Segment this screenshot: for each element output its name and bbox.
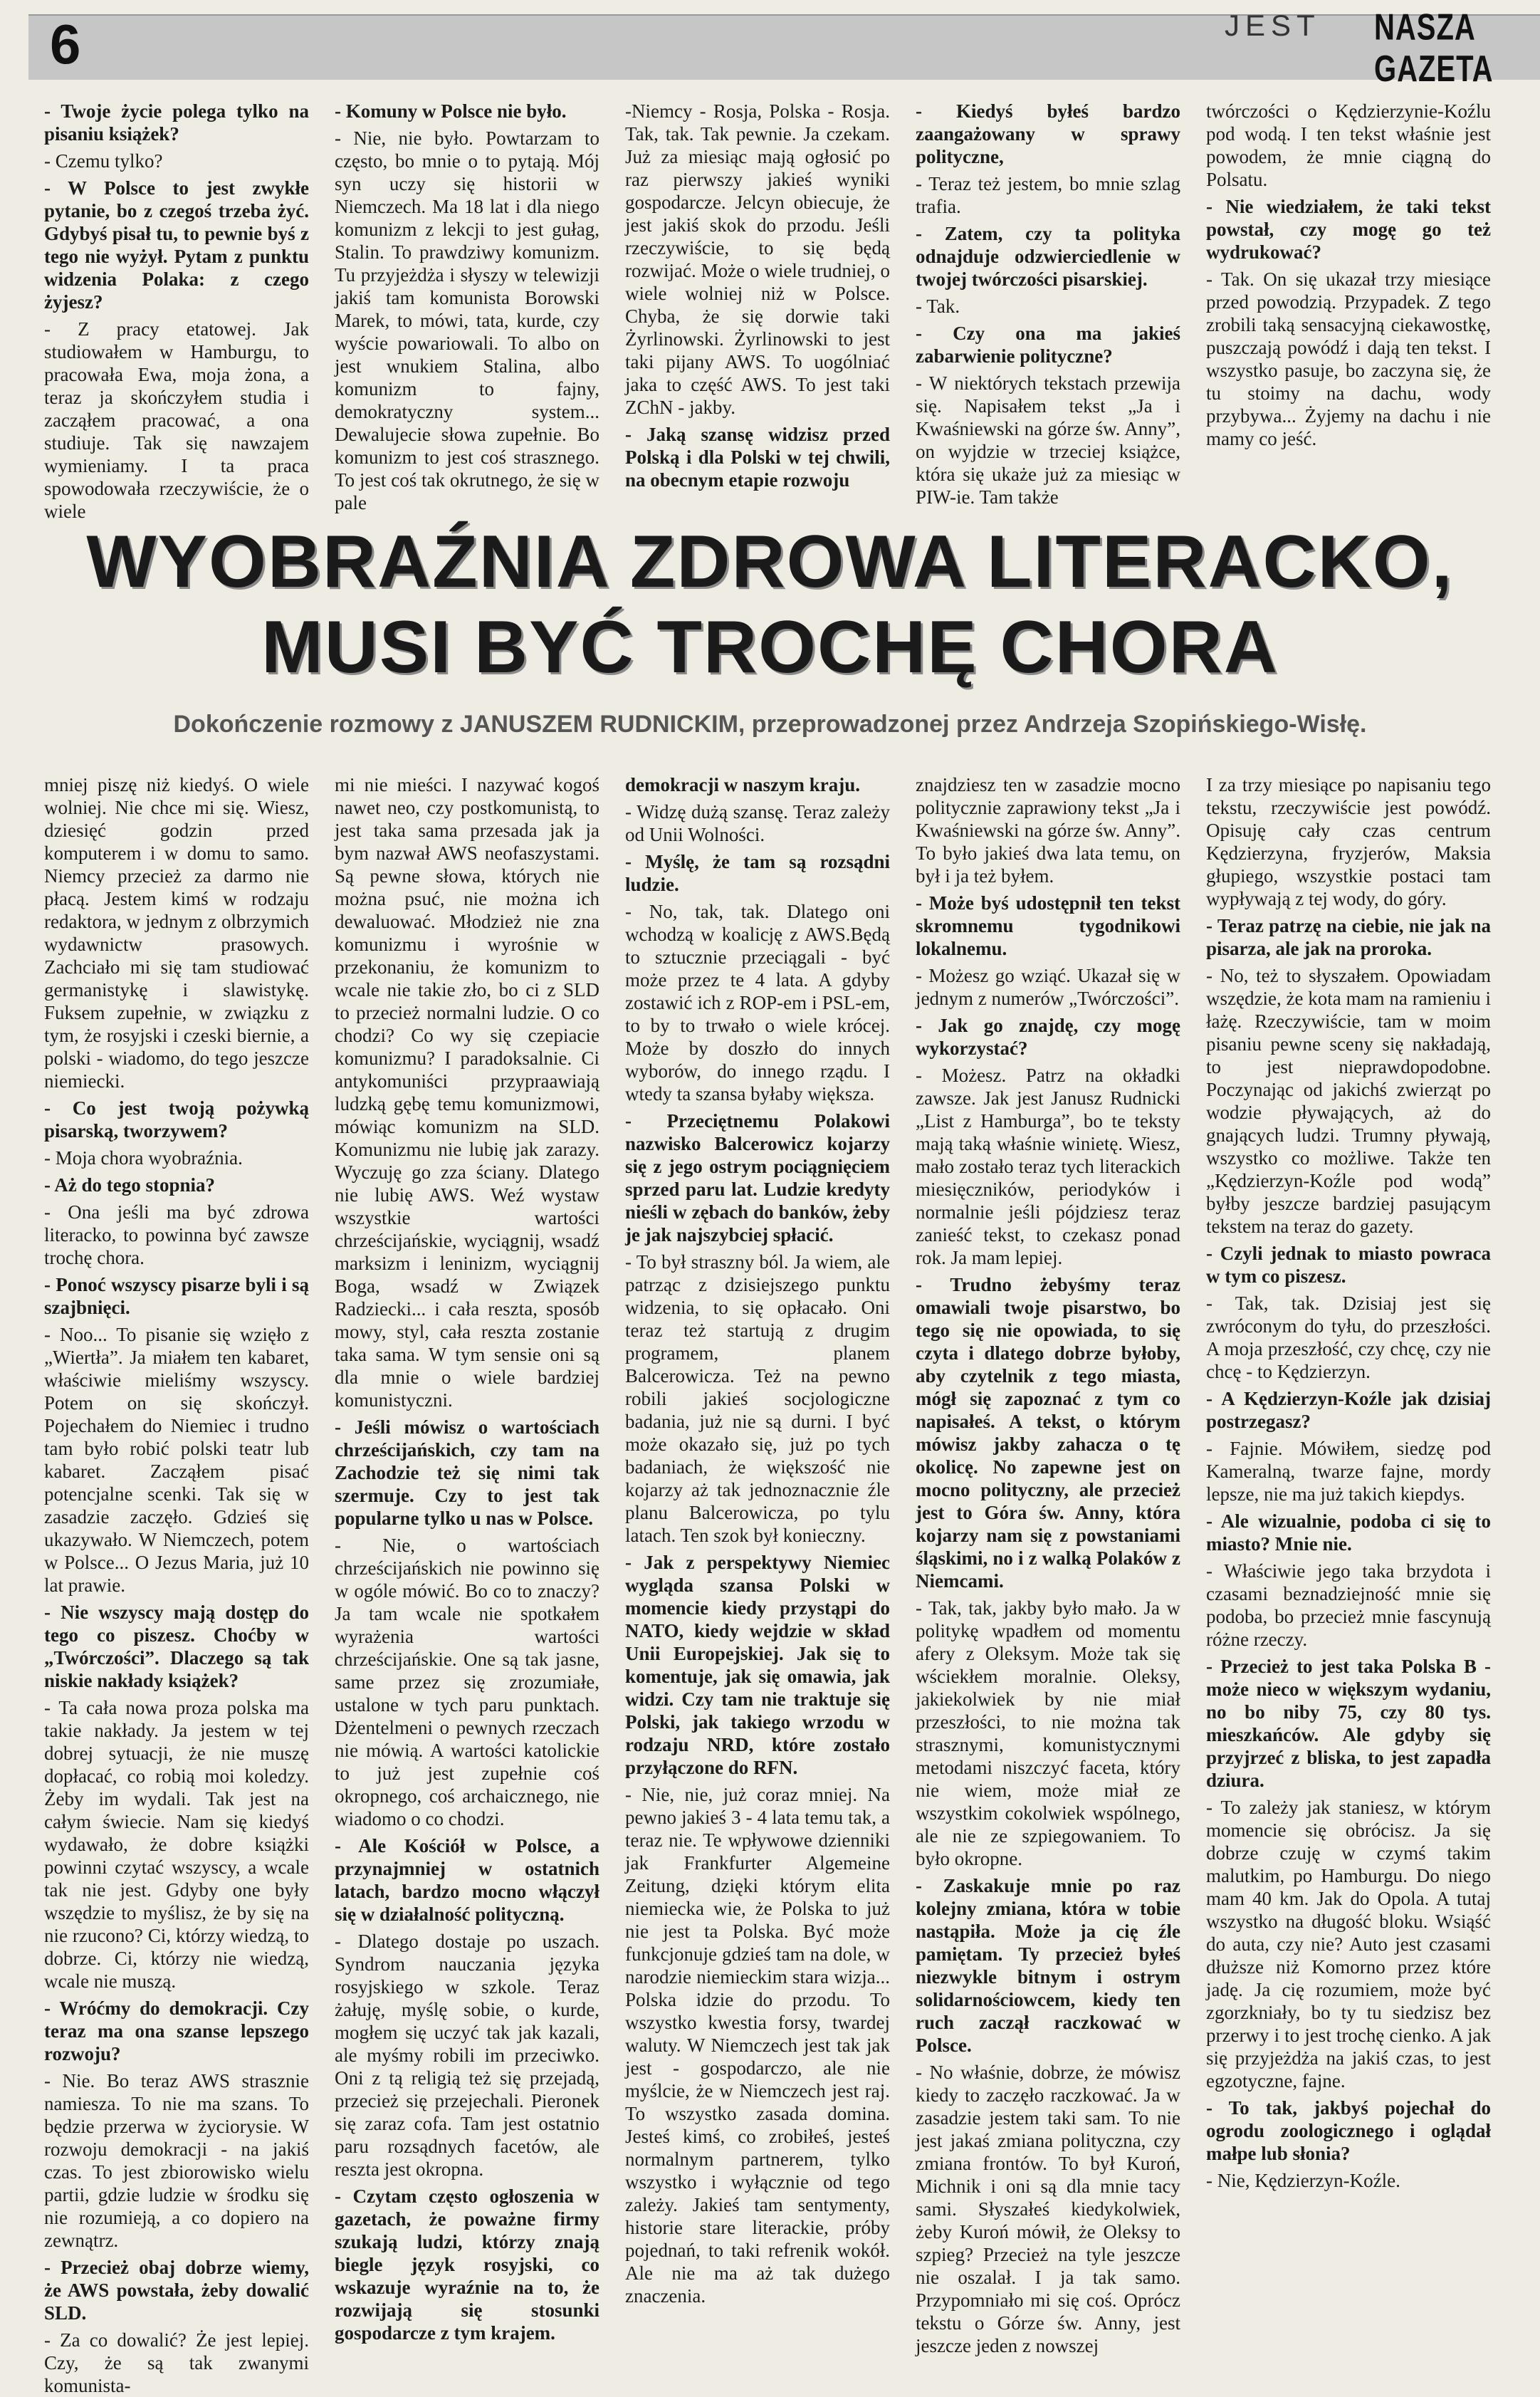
interview-answer: - Moja chora wyobraźnia.: [44, 1147, 243, 1169]
interview-answer: - Dlatego dostaje po uszach. Syndrom nauczania języka rosyjskiego w szkole. Teraz żałuję, myślę sobie, o kurde, mogłem się uczyć tak jak kazali, ale myśmy robili im przeciwko. Oni z tą religią też się przejadą, przecież się przejechali. Pieronek się zaraz cofa. Tam jest ostatnio paru rozsądnych facetów, ale reszta jest okropna.: [335, 1931, 599, 2180]
interview-question: - Co jest twoją pożywką pisarską, tworzywem?: [44, 1097, 309, 1142]
interview-question: - Czytam często ogłoszenia w gazetach, że poważne firmy szukają ludzi, którzy znają biegle język rosyjski, co wskazuje wyraźnie na to, że rozwijają się stosunki gospodarcze z tym krajem.: [335, 2186, 599, 2344]
top-column-3: [625, 100, 890, 491]
interview-answer: - Fajnie. Mówiłem, siedzę pod Kameralną, twarze fajne, mordy lepsze, nie ma już takich kiepdys.: [1206, 1438, 1491, 1505]
interview-answer: - Czemu tylko?: [44, 150, 163, 172]
interview-answer: - Noo... To pisanie się wzięło z „Wiertła”. Ja miałem ten kabaret, właściwie mieliśmy wszyscy. Potem on się skończył. Pojechałem do Niemiec i trudno tam było robić polski teatr lub kabaret. Zacząłem pisać potencjalne scenki. Tak się w zasadzie zaczęło. Gdzieś się ukazywało. W Niemczech, potem w Polsce... O Jezus Maria, już 10 lat prawie.: [44, 1324, 309, 1596]
interview-answer: - W niektórych tekstach przewija się. Napisałem tekst „Ja i Kwaśniewski na górze św. Anny”, on wyjdzie w trzeciej książce, która się ukaże już za miesiąc w PIW-ie. Tam także: [916, 372, 1180, 508]
interview-question: - Czyli jednak to miasto powraca w tym co piszesz.: [1206, 1243, 1491, 1287]
interview-question: - Może byś udostępnił ten tekst skromnemu tygodnikowi lokalnemu.: [916, 892, 1180, 959]
interview-answer: - No właśnie, dobrze, że mówisz kiedy to zaczęło raczkować. Ja w zasadzie jestem taki sam. To nie jest jakaś zmiana polityczna, czy zmiana frontów. To był Kuroń, Michnik i oni są dla mnie tacy sami. Słyszałeś kiedykolwiek, żeby Kuroń mówił, że Oleksy to szpieg? Przecież na tyle jeszcze nie oszalał. I ja tak samo. Przypomniało mi się coś. Oprócz tekstu o Górze św. Anny, jest jeszcze jeden z nowszej: [916, 2062, 1180, 2356]
interview-question: - To tak, jakbyś pojechał do ogrodu zoologicznego i oglądał małpe lub słonia?: [1206, 2097, 1491, 2164]
interview-answer: - Nie, nie, już coraz mniej. Na pewno jakieś 3 - 4 lata temu tak, a teraz nie. Te wpływowe dzienniki jak Frankfurter Algemeine Zeitung, dzięki którym elita niemiecka wie, że Polska to już nie jest ta Polska. Być może funkcjonuje gdzieś tam na dole, w narodzie niemieckim stara wizja... Polska idzie do przodu. To wszystko kwestia forsy, twardej waluty. W Niemczech jest tak jak jest - gospodarczo, ale nie myślcie, że w Niemczech jest raj. To wszystko zasada domina. Jesteś kimś, co zrobiłeś, jesteś normalnym partnerem, tylko wszystko i wyłącznie od tego zależy. Jakieś tam sentymenty, historie stare literackie, próby pojednań, to taki refrenik wokół. Ale nie ma aż tak dużego znaczenia.: [625, 1784, 890, 2307]
bottom-column-5: [1206, 773, 1491, 2312]
interview-answer: mi nie mieści. I nazywać kogoś nawet neo, czy postkomunistą, to jest taka sama przesada jak ja bym nazwał AWS neofaszystami. Są pewne słowa, których nie można psuć, nie można ich dewaluować. Młodzież nie zna komunizmu i wyrośnie w przekonaniu, że komunizm to wcale nie takie zło, bo ci z SLD to przecież normalni ludzie. O co chodzi? Co wy się czepiacie komunizmu? I paradoksalnie. Ci antykomuniści przypraawiają ludzką gębę temu komunizmowi, mówiąc komunizm na SLD. Komunizmu nie lubię jak zarazy. Wyczuję go zza ściany. Dlatego nie lubię AWS. Weź wystaw wszystkie wartości chrześcijańskie, wyciągnij, wsadź marksizm i leninizm, wyciągnij Boga, wsadź w Związek Radziecki... i cała reszta, sposób mowy, styl, cała reszta zostanie taka sama. W tym sensie oni są dla mnie o wiele bardziej komunistyczni.: [335, 774, 599, 1411]
interview-question: - Myślę, że tam są rozsądni ludzie.: [625, 851, 890, 895]
interview-answer: twórczości o Kędzierzynie-Koźlu pod wodą. I ten tekst właśnie jest powodem, że mnie ciągną do Polsatu.: [1206, 100, 1491, 190]
interview-answer: - Tak, tak, jakby było mało. Ja w politykę wpadłem od momentu afery z Oleksym. Może tak się wściekłem moralnie. Oleksy, jakiekolwiek by nie miał przeszłości, to nie można tak strasznymi, komunistycznymi metodami niszczyć faceta, który nie wiem, może miał ze wszystkim cokolwiek wspólnego, ale nie ze szpiegowaniem. To było okropne.: [916, 1597, 1180, 1869]
interview-question: - Wróćmy do demokracji. Czy teraz ma ona szanse lepszego rozwoju?: [44, 1998, 309, 2064]
bottom-column-1: [44, 773, 309, 2396]
headline-line-1: WYOBRAŹNIA ZDROWA LITERACKO,: [86, 521, 1454, 603]
interview-answer: - Tak, tak. Dzisiaj jest się zwróconym do tyłu, do przeszłości. A moja przeszłość, czy chcę, czy nie chcę - to Kędzierzyn.: [1206, 1292, 1491, 1382]
interview-answer: - No, też to słyszałem. Opowiadam wszędzie, że kota mam na ramieniu i łażę. Rzeczywiście, tam w moim pisaniu pewne sceny się nakładają, to jest nieprawdopodobne. Poczynając od jakichś zwierząt po wodzie pływających, aż do gnających ludzi. Trumny pływają, wszystko co możliwe. Także ten „Kędzierzyn-Koźle pod wodą” byłby jeszcze bardziej pasującym tekstem na teraz do gazety.: [1206, 965, 1491, 1237]
subheadline: Dokończenie rozmowy z JANUSZEM RUDNICKIM, przeprowadzonej przez Andrzeja Szopińskiego-Wisłę.: [173, 711, 1367, 738]
interview-question: demokracji w naszym kraju.: [625, 774, 860, 795]
interview-answer: mniej piszę niż kiedyś. O wiele wolniej. Nie chce mi się. Wiesz, dziesięć godzin przed komputerem i w domu to samo. Niemcy przecież za darmo nie płacą. Jestem kimś w rodzaju redaktora, w jednym z olbrzymich wydawnictw prasowych. Zachciało mi się tam studiować germanistykę i slawistykę. Fuksem zupełnie, w związku z tym, że rosyjski i czeski biernie, a polski - wiadomo, do tego jeszcze niemiecki.: [44, 774, 309, 1092]
top-column-4: [916, 100, 1180, 508]
interview-question: - Jak go znajdę, czy mogę wykorzystać?: [916, 1015, 1180, 1059]
interview-answer: - Nie. Bo teraz AWS strasznie namiesza. To nie ma szans. To będzie przerwa w życiorysie. W rozwoju demokracji - na jakiś czas. To jest zbiorowisko wielu partii, gdzie ludzie w środku się nie rozumieją, a co dopiero na zewnątrz.: [44, 2070, 309, 2251]
masthead-logo: NASZA GAZETA: [1374, 7, 1494, 90]
interview-question: - Zaskakuje mnie po raz kolejny zmiana, która w tobie nastąpiła. Może ja cię źle pamiętam. Ty przecież byłeś niezwykle bitnym i ostrym solidarnościowcem, kiedy ten ruch zaczął raczkować w Polsce.: [916, 1875, 1180, 2056]
interview-question: - A Kędzierzyn-Koźle jak dzisiaj postrzegasz?: [1206, 1388, 1491, 1432]
interview-question: - Twoje życie polega tylko na pisaniu książek?: [44, 100, 309, 145]
interview-answer: - Nie, nie było. Powtarzam to często, bo mnie o to pytają. Mój syn uczy się historii w Niemczech. Ma 18 lat i dla niego komunizm z lekcji to jest gułag, Stalin. To prawdziwy komunizm. Tu przyjeżdża i słyszy w telewizji jakiś tam komunista Borowski Marek, to mówi, tata, kurde, czy wyście powariowali. To albo on jest wnukiem Stalina, albo komunizm to fajny, demokratyczny system... Dewalujecie słowa zupełnie. Bo komunizm to jest coś strasznego. To jest coś tak okrutnego, że się w pale: [335, 127, 599, 513]
interview-answer: - Możesz go wziąć. Ukazał się w jednym z numerów „Twórczości”.: [916, 965, 1180, 1009]
interview-question: - Przecież to jest taka Polska B - może nieco w większym wydaniu, no bo niby 75, czy 80 tys. mieszkańców. Ale gdyby się przyjrzeć z bliska, to jest zapadła dziura.: [1206, 1656, 1491, 1791]
interview-answer: I za trzy miesiące po napisaniu tego tekstu, rzeczywiście jest powódź. Opisuję cały czas centrum Kędzierzyna, fryzjerów, Maksia głupiego, wszystkie postaci tam wypływają z tej wody, do góry.: [1206, 774, 1491, 909]
bottom-column-2: [335, 773, 599, 2344]
interview-answer: - Ona jeśli ma być zdrowa literacko, to powinna być zawsze trochę chora.: [44, 1201, 309, 1268]
interview-answer: - Za co dowalić? Że jest lepiej. Czy, że są tak zwanymi komunista-: [44, 2329, 309, 2396]
interview-question: - Przecież obaj dobrze wiemy, że AWS powstała, żeby dowalić SLD.: [44, 2257, 309, 2324]
top-column-1: [44, 100, 309, 522]
interview-question: - Aż do tego stopnia?: [44, 1174, 216, 1196]
page-number: 6: [50, 13, 81, 75]
headline-line-2: MUSI BYĆ TROCHĘ CHORA: [261, 606, 1279, 689]
interview-answer: - Właściwie jego taka brzydota i czasami beznadziejność mnie się podoba, bo przecież mnie fascynują różne rzeczy.: [1206, 1560, 1491, 1650]
interview-question: - Komuny w Polsce nie było.: [335, 100, 567, 122]
interview-answer: - Teraz też jestem, bo mnie szlag trafia.: [916, 173, 1180, 217]
interview-answer: - Nie, Kędzierzyn-Koźle.: [1206, 2170, 1400, 2191]
interview-question: - Jak z perspektywy Niemiec wygląda szansa Polski w momencie kiedy przystąpi do NATO, kiedy wejdzie w skład Unii Europejskiej. Jak się to komentuje, jak się omawia, jak widzi. Czy tam nie traktuje się Polski, jak takiego wrzodu w rodzaju NRD, które zostało przyłączone do RFN.: [625, 1552, 890, 1778]
interview-answer: - Widzę dużą szansę. Teraz zależy od Unii Wolności.: [625, 801, 890, 845]
interview-question: - Ponoć wszyscy pisarze byli i są szajbnięci.: [44, 1274, 309, 1318]
interview-answer: - Ta cała nowa proza polska ma takie nakłady. Ja jestem w tej dobrej sytuacji, że nie muszę dopłacać, co robią moi koledzy. Żeby im wydali. Tak jest na całym świecie. Nam się kiedyś wydawało, że dobre książki powinni czytać wszyscy, a wcale tak nie jest. Gdyby one były wszędzie to myślisz, że by się na nie rzucono? Ci, którzy wiedzą, to dobrze. Ci, którzy nie wiedzą, wcale nie muszą.: [44, 1697, 309, 1992]
bottom-column-3: [625, 773, 890, 2312]
bottom-column-4: [916, 773, 1180, 2356]
interview-answer: - Tak. On się ukazał trzy miesiące przed powodzią. Przypadek. Z tego zrobili taką sensacyjną ciekawostkę, puszczają powódź i dają ten tekst. I wszystko pasuje, bo zaczyna się, że tu stoimy na dachu, wody przybywa... Żyjemy na dachu i nie mamy co jeść.: [1206, 268, 1491, 449]
interview-question: - Kiedyś byłeś bardzo zaangażowany w sprawy polityczne,: [916, 100, 1180, 167]
interview-question: - Teraz patrzę na ciebie, nie jak na pisarza, ale jak na proroka.: [1206, 915, 1491, 959]
interview-question: - Jeśli mówisz o wartościach chrześcijańskich, czy tam na Zachodzie też się nimi tak szermuje. Czy to jest tak popularne tylko u nas w Polsce.: [335, 1416, 599, 1529]
interview-answer: - Tak.: [916, 296, 960, 317]
interview-question: - W Polsce to jest zwykłe pytanie, bo z czegoś trzeba żyć. Gdybyś pisał tu, to pewnie byś z tego nie wyżył. Pytam z punktu widzenia Polaka: z czego żyjesz?: [44, 177, 309, 313]
interview-question: - Zatem, czy ta polityka odnajduje odzwierciedlenie w twojej twórczości pisarskiej.: [916, 223, 1180, 290]
interview-question: - Przeciętnemu Polakowi nazwisko Balcerowicz kojarzy się z jego ostrym pociągnięciem sprzed paru lat. Ludzie kredyty nieśli w zębach do banków, żeby je jak najszybciej spłacić.: [625, 1110, 890, 1246]
interview-answer: - To zależy jak staniesz, w którym momencie się obrócisz. Ja się dobrze czuję w czymś takim malutkim, po Hamburgu. Do niego mam 40 km. Jak do Opola. A tutaj wszystko na długość bloku. Wsiąść do auta, czy nie? Auto jest czasami dłuższe niż Komorno przez które jadę. Ja cię rozumiem, może być zgorzkniały, bo ty tu siedzisz bez przerwy i to jest trochę cienko. A jak się przyjeżdża na jakiś czas, to jest egzotyczne, fajne.: [1206, 1797, 1491, 2092]
interview-answer: - To był straszny ból. Ja wiem, ale patrząc z dzisiejszego punktu widzenia, to się opłacało. Oni teraz też startują z drugim programem, planem Balcerowicza. Też na pewno robili jakieś socjologiczne badania, już nie są durni. I być może okazało się, już po tych badaniach, że większość nie kojarzy aż tak jednoznacznie źle planu Balcerowicza, po tylu latach. Ten szok był konieczny.: [625, 1251, 890, 1546]
interview-question: - Czy ona ma jakieś zabarwienie polityczne?: [916, 323, 1180, 367]
interview-question: - Trudno żebyśmy teraz omawiali twoje pisarstwo, bo tego się nie opowiada, to się czyta i dlatego dobrze byłoby, aby czytelnik z tego miasta, mógł się zapoznać z tym co napisałeś. A tekst, o którym mówisz jakby zahacza o tę okolicę. No zapewne jest on mocno polityczny, ale przecież jest to Góra św. Anny, która kojarzy nam się z powstaniami śląskimi, no i z walką Polaków z Niemcami.: [916, 1274, 1180, 1592]
section-label: JEST: [1225, 9, 1321, 42]
interview-answer: - Nie, o wartościach chrześcijańskich nie powinno się w ogóle mówić. Bo co to znaczy? Ja tam wcale nie spotkałem wyrażenia wartości chrześcijańskie. One są tak jasne, same przez się zrozumiałe, ustalone w tych paru punktach. Dżentelmeni o pewnych rzeczach nie mówią. A wartości katolickie to już jest zupełnie coś okropnego, coś archaicznego, nie wiadomo o co chodzi.: [335, 1535, 599, 1829]
interview-question: - Ale wizualnie, podoba ci się to miasto? Mnie nie.: [1206, 1510, 1491, 1555]
interview-answer: - No, tak, tak. Dlatego oni wchodzą w koalicję z AWS.Będą to sztucznie przeciągali - być może przez te 4 lata. A gdyby zostawić ich z ROP-em i PSL-em, to by to trwało o wiele krócej. Może by doszło do innych wyborów, do innego rządu. I wtedy ta szansa byłaby większa.: [625, 901, 890, 1104]
interview-question: - Nie wszyscy mają dostęp do tego co piszesz. Choćby w „Twórczości”. Dlaczego są tak niskie nakłady książek?: [44, 1602, 309, 1691]
interview-question: - Ale Kościół w Polsce, a przynajmniej w ostatnich latach, bardzo mocno włączył się w działalność polityczną.: [335, 1835, 599, 1925]
interview-answer: -Niemcy - Rosja, Polska - Rosja. Tak, tak. Tak pewnie. Ja czekam. Już za miesiąc mają ogłosić po raz pierwszy jakieś wyniki gospodarcze. Jelcyn obiecuje, że jest jakiś skok do przodu. Jeśli rzeczywiście, to się będą rozwijać. Może o wiele trudniej, o wiele wolniej niż w Polsce. Chyba, że się dorwie taki Żyrlinowski. Żyrlinowski to jest taki pijany AWS. To uogólniać jaka to część AWS. To jest taki ZChN - jakby.: [625, 100, 890, 418]
interview-question: - Jaką szansę widzisz przed Polską i dla Polski w tej chwili, na obecnym etapie rozwoju: [625, 424, 890, 491]
top-column-5: [1206, 100, 1491, 477]
interview-answer: - Z pracy etatowej. Jak studiowałem w Hamburgu, to pracowała Ewa, moja żona, a teraz ja skończyłem studia i zacząłem pracować, a ona studiuje. Tak się nawzajem wymieniamy. I ta praca spowodowała rzeczywiście, że o wiele: [44, 318, 309, 522]
interview-question: - Nie wiedziałem, że taki tekst powstał, czy mogę go też wydrukować?: [1206, 196, 1491, 263]
top-column-2: [335, 100, 599, 513]
interview-answer: - Możesz. Patrz na okładki zawsze. Jak jest Janusz Rudnicki „List z Hamburga”, bo te teksty mają taką właśnie winietę. Wiesz, mało zostało teraz tych literackich miesięczników, periodyków i normalnie jeśli pójdziesz teraz zanieść tekst, to czekasz ponad rok. Ja mam lepiej.: [916, 1065, 1180, 1268]
interview-answer: znajdziesz ten w zasadzie mocno politycznie zaprawiony tekst „Ja i Kwaśniewski na górze św. Anny”. To było jakieś dwa lata temu, on był i ja też byłem.: [916, 774, 1180, 887]
